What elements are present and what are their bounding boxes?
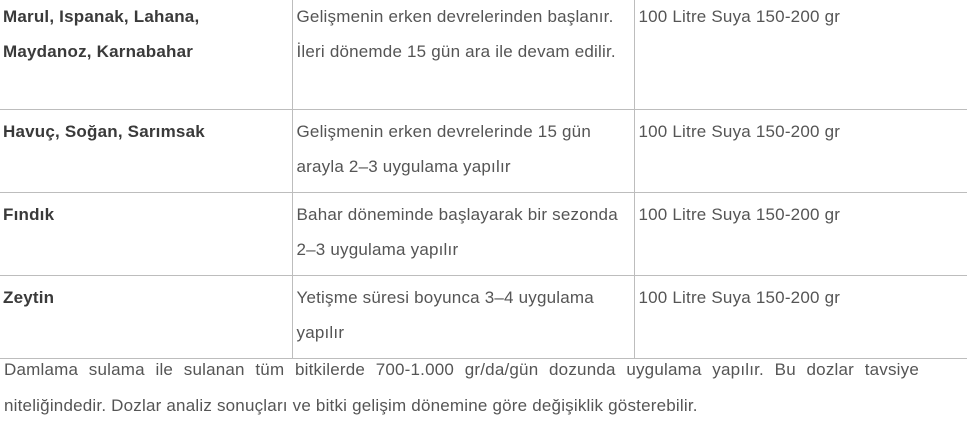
- timing-cell: [292, 110, 634, 193]
- plant-name: Marul, Ispanak, Lahana, Maydanoz, Karnabahar: [3, 7, 200, 61]
- drip-irrigation-note: Damlama sulama ile sulanan tüm bitkilerde 700-1.000 gr/da/gün dozunda uygulama yapılır. Bu dozlar tavsiye niteliğindedir. Dozlar analiz sonuçları ve bitki gelişim dönemine göre değişiklik gösterebilir.: [4, 360, 919, 415]
- application-dose: 100 Litre Suya 150-200 gr: [638, 122, 841, 141]
- dose-cell: [634, 276, 967, 359]
- plant-cell: [0, 276, 292, 359]
- plant-name: Zeytin: [3, 288, 55, 307]
- plant-name: Havuç, Soğan, Sarımsak: [3, 122, 205, 141]
- plant-cell: [0, 0, 292, 110]
- timing-cell: [292, 0, 634, 110]
- timing-cell: [292, 276, 634, 359]
- dose-cell: [634, 110, 967, 193]
- table-row: [0, 193, 967, 276]
- plant-name: Fındık: [3, 205, 55, 224]
- application-dose: 100 Litre Suya 150-200 gr: [638, 7, 841, 26]
- plant-cell: [0, 110, 292, 193]
- dose-cell: [634, 0, 967, 110]
- application-dose: 100 Litre Suya 150-200 gr: [638, 205, 841, 224]
- application-timing: Gelişmenin erken devrelerinden başlanır. İleri dönemde 15 gün ara ile devam edilir.: [296, 7, 616, 61]
- application-timing: Yetişme süresi boyunca 3–4 uygulama yapılır: [296, 288, 594, 342]
- application-timing: Bahar döneminde başlayarak bir sezonda 2–3 uygulama yapılır: [296, 205, 618, 259]
- table-row: [0, 0, 967, 110]
- plant-cell: [0, 193, 292, 276]
- application-dose: 100 Litre Suya 150-200 gr: [638, 288, 841, 307]
- table-row: [0, 276, 967, 359]
- table-row: [0, 110, 967, 193]
- dose-cell: [634, 193, 967, 276]
- application-timing: Gelişmenin erken devrelerinde 15 gün arayla 2–3 uygulama yapılır: [296, 122, 591, 176]
- timing-cell: [292, 193, 634, 276]
